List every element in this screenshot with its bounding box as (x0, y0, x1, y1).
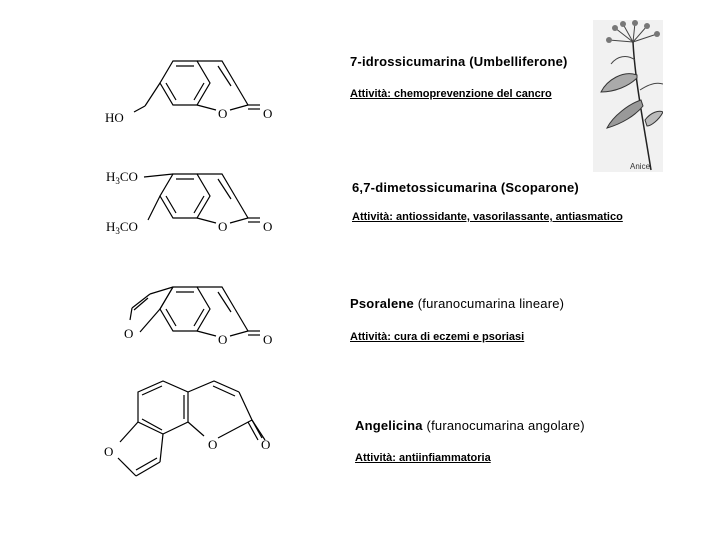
compound-3-activity: Attività: cura di eczemi e psoriasi (350, 331, 525, 343)
ring-oxygen-label: O (208, 437, 218, 452)
ring-oxygen-label: O (218, 106, 228, 121)
methoxy-bottom-label: $H_3CO$ (106, 219, 138, 236)
furan-oxygen-label: O (124, 326, 134, 341)
psoralen-structure (100, 276, 290, 361)
compound-4-name-bold: Angelicina (355, 418, 423, 433)
umbelliferone-structure (100, 50, 290, 135)
compound-4-name-suffix: (furanocumarina angolare) (422, 418, 585, 433)
compound-3-name-bold: Psoralene (350, 296, 414, 311)
hydroxy-label: HO (105, 110, 124, 125)
compound-1-activity: Attività: chemoprevenzione del cancro (350, 88, 552, 100)
compound-3-name-suffix: (furanocumarina lineare) (413, 296, 565, 311)
carbonyl-oxygen-label: O (263, 219, 273, 234)
plant-caption: Anice (630, 162, 651, 171)
compound-2-name: 6,7-dimetossicumarina (Scoparone) (352, 180, 579, 195)
compound-2-activity: Attività: antiossidante, vasorilassante, antiasmatico (352, 211, 623, 223)
ring-oxygen-label: O (218, 219, 228, 234)
carbonyl-oxygen-label: O (263, 332, 273, 347)
scoparone-structure (100, 163, 290, 248)
compound-4-activity: Attività: antiinfiammatoria (355, 452, 491, 464)
compound-4-name (355, 418, 585, 433)
carbonyl-oxygen-label: O (261, 437, 271, 452)
ring-oxygen-label: O (218, 332, 228, 347)
angelicin-structure (100, 372, 290, 492)
anise-plant-illustration (593, 20, 663, 172)
methoxy-top-label: $H_3CO$ (106, 169, 138, 186)
furan-oxygen-label: O (104, 444, 114, 459)
carbonyl-oxygen-label: O (263, 106, 273, 121)
compound-3-name (350, 296, 564, 311)
compound-1-name: 7-idrossicumarina (Umbelliferone) (350, 54, 568, 69)
